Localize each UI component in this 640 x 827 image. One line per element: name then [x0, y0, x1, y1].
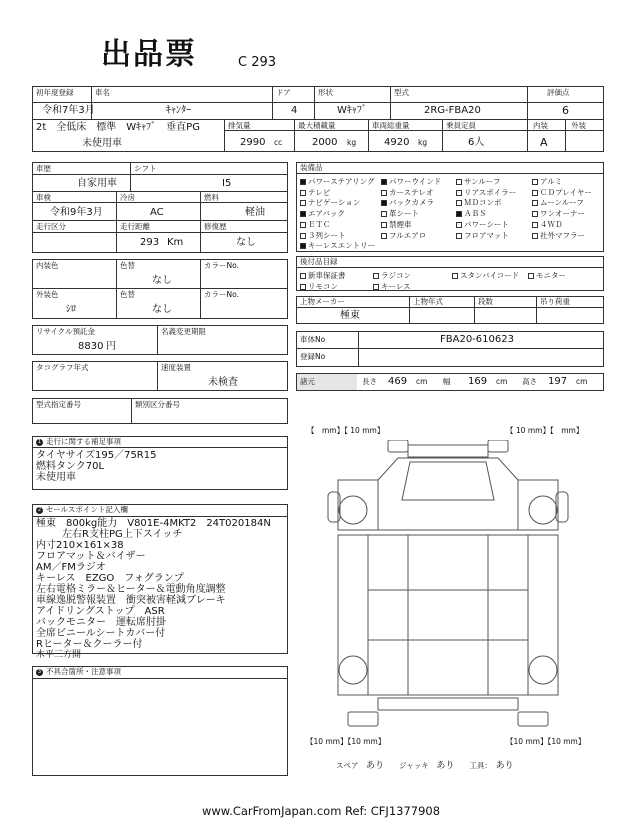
unchecked-box-icon: [532, 233, 538, 239]
form-title: 出品票: [101, 37, 197, 72]
model-label: 型式: [394, 88, 409, 97]
equipment-item: [381, 219, 412, 230]
max-load-unit: kg: [347, 138, 357, 147]
remarks-1-line: タイヤサイズ195／75R15: [36, 450, 157, 461]
speed-label: 速度装置: [161, 363, 191, 372]
equipment-item: [300, 219, 331, 230]
length-unit: cm: [416, 377, 428, 386]
color-no2-label: カラーNo.: [204, 290, 239, 299]
unchecked-box-icon: [532, 211, 538, 217]
speed-value: 未検査: [208, 377, 238, 388]
equipment-item: [381, 230, 426, 241]
unchecked-box-icon: [373, 273, 379, 279]
unchecked-box-icon: [456, 233, 462, 239]
maker-label: 上物メーカー: [300, 297, 345, 306]
equipment-item: [532, 176, 562, 187]
equipment-label: ３列シート: [308, 230, 346, 240]
aftermarket-item: [452, 270, 519, 281]
first-reg-value: 令和7年3月: [42, 105, 95, 116]
recycle-label: リサイクル預託金: [36, 327, 95, 336]
height-unit: cm: [576, 377, 588, 386]
equipment-item: [532, 197, 584, 208]
remarks-2-line: Rヒーター＆クーラー付: [36, 639, 143, 650]
capacity-label: 乗員定員: [446, 121, 476, 130]
unchecked-box-icon: [381, 190, 387, 196]
body-year-label: 上物年式: [413, 297, 443, 306]
equipment-label: フルエアロ: [389, 230, 427, 240]
class-no-label: 類別区分番号: [135, 400, 180, 409]
equipment-item: [456, 230, 509, 241]
checked-box-icon: [456, 211, 462, 217]
unchecked-box-icon: [456, 222, 462, 228]
aftermarket-label: 新車保証書: [308, 271, 346, 280]
equipment-item: [300, 197, 360, 208]
checked-box-icon: [381, 179, 387, 185]
equipment-item: [300, 187, 330, 198]
equipment-label: フロアマット: [464, 230, 509, 240]
equipment-label: ＡＢＳ: [464, 209, 487, 219]
unchecked-box-icon: [300, 190, 306, 196]
remarks-2-line: AM／FMラジオ: [36, 562, 106, 573]
equipment-item: [532, 187, 592, 198]
unchecked-box-icon: [532, 179, 538, 185]
unchecked-box-icon: [456, 190, 462, 196]
aftermarket-item: [528, 270, 566, 281]
remarks-2-line: アイドリングストップ ASR: [36, 606, 165, 617]
grade-value: 2t 全低床 標準 Wｷｬﾌﾞ 垂直PG: [36, 122, 200, 133]
equipment-item: [456, 219, 509, 230]
gross-weight-unit: kg: [418, 138, 428, 147]
gross-weight-value: 4920: [384, 137, 410, 148]
equipment-item: [381, 197, 434, 208]
fuel-label: 燃料: [204, 193, 219, 202]
unchecked-box-icon: [381, 211, 387, 217]
remarks-2-line: 全席ビニールシートカバー付: [36, 628, 166, 639]
aftermarket-label: モニター: [536, 271, 566, 280]
color-change2-value: なし: [152, 304, 172, 315]
fuel-value: 軽油: [245, 207, 265, 218]
unchecked-box-icon: [300, 222, 306, 228]
chassis-label: 車体No: [300, 335, 326, 344]
inspection-label: 車検: [36, 193, 51, 202]
unchecked-box-icon: [381, 233, 387, 239]
equipment-label: テレビ: [308, 187, 331, 197]
remarks-2-line: 木平三方開: [36, 650, 82, 660]
shift-value: I5: [222, 178, 232, 189]
spare-row: スペア あり ジャッキ あり 工具： あり: [336, 761, 514, 771]
width-label: 幅: [443, 377, 451, 386]
model-value: 2RG-FBA20: [424, 105, 481, 116]
aftermarket-item: [300, 270, 346, 281]
number-2-icon: 2: [37, 507, 42, 513]
unchecked-box-icon: [456, 179, 462, 185]
type-no-label: 型式指定番号: [36, 400, 81, 409]
equipment-item: [381, 208, 419, 219]
aftermarket-label: リモコン: [308, 282, 338, 291]
remarks-1-line: 未使用車: [36, 472, 76, 483]
unchecked-box-icon: [381, 222, 387, 228]
door-value: 4: [291, 105, 298, 116]
shape-label: 形状: [318, 88, 333, 97]
interior-value: A: [540, 136, 548, 149]
mileage-label: 走行距離: [120, 222, 150, 231]
equipment-item: [456, 187, 516, 198]
remarks-2-line: 車線逸脱警報装置 衝突被害軽減ブレーキ: [36, 595, 226, 606]
equipment-item: [381, 176, 441, 187]
height-value: 197: [548, 376, 568, 387]
ext-color-value: ｼﾛ: [66, 304, 76, 315]
unchecked-box-icon: [532, 222, 538, 228]
remarks-2-line: フロアマット＆バイザー: [36, 551, 146, 562]
gross-weight-label: 車両総重量: [372, 121, 410, 130]
unchecked-box-icon: [532, 200, 538, 206]
equipment-label: パワーウインド: [389, 177, 442, 186]
aftermarket-label: ラジコン: [381, 271, 411, 280]
displacement-label: 排気量: [228, 121, 251, 130]
dims-label: 諸元: [300, 377, 315, 386]
displacement-unit: cc: [274, 138, 283, 147]
unchecked-box-icon: [532, 190, 538, 196]
equipment-item: [300, 240, 375, 251]
equipment-item: [300, 208, 345, 219]
remarks-1-line: 燃料タンク70L: [36, 461, 105, 472]
ac-label: 冷房: [120, 193, 135, 202]
aftermarket-label: スタンバイコード: [460, 271, 520, 280]
score-label: 評価点: [547, 88, 570, 97]
tire-rear-right: 【10 mm】【10 mm】: [506, 737, 586, 746]
color-no-label: カラーNo.: [204, 261, 239, 270]
equipment-item: [381, 187, 433, 198]
maker-value: 極東: [340, 310, 360, 321]
shift-label: シフト: [134, 164, 157, 173]
remarks-2-line: 左右電格ミラー＆ヒーター＆電動角度調整: [36, 584, 226, 595]
tire-rear-left: 【10 mm】【10 mm】: [306, 737, 386, 746]
equipment-item: [532, 219, 563, 230]
equipment-label: エアバック: [308, 209, 345, 219]
checked-box-icon: [381, 200, 387, 206]
door-label: ドア: [276, 88, 291, 97]
history-value: 自家用車: [77, 178, 117, 189]
truck-outline: [328, 440, 568, 726]
tire-front-left: 【 mm】【 10 mm】: [307, 426, 385, 435]
car-name-label: 車名: [95, 88, 110, 97]
equipment-label: パワーシート: [464, 219, 509, 229]
name-change-label: 名義変更期限: [161, 327, 206, 336]
equipment-label: リアスポイラー: [464, 187, 517, 197]
remarks-2-line: キーレス EZGO フォグランプ: [36, 573, 184, 584]
equipment-item: [532, 230, 585, 241]
inspection-value: 令和9年3月: [50, 207, 103, 218]
grade-value-2: 未使用車: [82, 138, 122, 149]
equipment-label: 禁煙車: [389, 219, 412, 229]
equipment-label: ムーンルーフ: [540, 198, 584, 208]
checked-box-icon: [300, 243, 306, 249]
reg-no-label: 登録No: [300, 352, 326, 361]
interior-label: 内装: [533, 121, 548, 130]
int-color-value: なし: [152, 275, 172, 286]
aftermarket-item: [373, 270, 411, 281]
remarks-1-title: 1 走行に関する補足事項: [37, 437, 121, 446]
checked-box-icon: [300, 211, 306, 217]
aftermarket-item: [300, 281, 338, 292]
remarks-3-title: 3 不具合箇所・注意事項: [37, 667, 121, 676]
equipment-item: [456, 208, 487, 219]
equipment-label: サンルーフ: [464, 177, 501, 186]
color-change-label: 色替: [120, 261, 135, 270]
ext-color-label: 外装色: [36, 290, 59, 299]
max-load-label: 最大積載量: [298, 121, 336, 130]
aftermarket-label: キーレス: [381, 282, 411, 291]
remarks-2-line: バックモニター 運転席肘掛: [36, 617, 166, 628]
equipment-title: 装備品: [300, 163, 323, 172]
recycle-value: 8830: [78, 341, 104, 352]
equipment-item: [456, 197, 502, 208]
steps-label: 段数: [478, 297, 493, 306]
checked-box-icon: [300, 179, 306, 185]
ac-value: AC: [150, 207, 164, 218]
number-3-icon: 3: [37, 669, 42, 675]
equipment-label: ＥＴＣ: [308, 219, 331, 229]
lift-label: 吊り荷重: [540, 297, 570, 306]
unchecked-box-icon: [300, 233, 306, 239]
remarks-2-line: 極東 800kg能力 V801E-4MKT2 24T020184N: [36, 518, 271, 529]
capacity-value: 6人: [468, 137, 485, 148]
unchecked-box-icon: [300, 284, 306, 290]
unchecked-box-icon: [300, 273, 306, 279]
equipment-label: キーレスエントリー: [308, 241, 376, 251]
equipment-label: ワンオーナー: [540, 209, 585, 219]
mileage-value: 293: [140, 237, 160, 248]
vehicle-diagram: [318, 440, 578, 730]
color-change2-label: 色替: [120, 290, 135, 299]
unchecked-box-icon: [528, 273, 534, 279]
equipment-label: ４ＷＤ: [540, 219, 563, 229]
equipment-label: 革シート: [389, 209, 419, 219]
exterior-label: 外装: [571, 121, 586, 130]
equipment-label: パワーステアリング: [308, 177, 375, 186]
repair-value: なし: [236, 237, 256, 248]
max-load-value: 2000: [312, 137, 338, 148]
history-label: 車歴: [36, 164, 51, 173]
tire-front-right: 【 10 mm】【 mm】: [506, 426, 584, 435]
remarks-2-line: 内寸210×161×38: [36, 540, 124, 551]
unchecked-box-icon: [456, 200, 462, 206]
equipment-label: ナビゲーション: [308, 198, 361, 208]
equipment-item: [532, 208, 585, 219]
unchecked-box-icon: [300, 200, 306, 206]
repair-label: 修復歴: [204, 222, 227, 231]
width-unit: cm: [496, 377, 508, 386]
width-value: 169: [468, 376, 488, 387]
remarks-2-line: 左右R支柱PG上下スイッチ: [62, 529, 183, 540]
equipment-label: ＭＤコンポ: [464, 198, 502, 208]
aftermarket-title: 後付品目録: [300, 257, 338, 266]
equipment-label: 社外マフラー: [540, 230, 585, 240]
lot-number: C 293: [238, 55, 277, 70]
height-label: 高さ: [522, 377, 537, 386]
first-reg-label: 初年度登録: [36, 88, 74, 97]
remarks-2-title: 2 セールスポイント記入欄: [37, 505, 128, 514]
unchecked-box-icon: [452, 273, 458, 279]
equipment-label: カーステレオ: [389, 187, 434, 197]
displacement-value: 2990: [240, 137, 266, 148]
equipment-item: [300, 176, 375, 187]
mileage-unit: Km: [167, 237, 184, 248]
mileage-type-label: 走行区分: [36, 222, 66, 231]
footer-reference: www.CarFromJapan.com Ref: CFJ1377908: [202, 804, 441, 818]
number-1-icon: 1: [37, 439, 42, 445]
equipment-label: バックカメラ: [389, 198, 434, 208]
car-name-value: ｷｬﾝﾀｰ: [166, 105, 191, 116]
recycle-unit: 円: [106, 341, 116, 352]
length-value: 469: [388, 376, 408, 387]
length-label: 長さ: [362, 377, 377, 386]
equipment-label: ＣＤプレイヤー: [540, 187, 592, 197]
equipment-item: [300, 230, 346, 241]
unchecked-box-icon: [373, 284, 379, 290]
aftermarket-item: [373, 281, 411, 292]
equipment-label: アルミ: [540, 177, 563, 186]
chassis-value: FBA20-610623: [440, 334, 514, 345]
int-color-label: 内装色: [36, 261, 59, 270]
shape-value: Wｷｬﾌﾞ: [337, 105, 367, 116]
tacho-label: タコグラフ年式: [36, 363, 89, 372]
equipment-item: [456, 176, 501, 187]
score-value: 6: [562, 104, 569, 117]
